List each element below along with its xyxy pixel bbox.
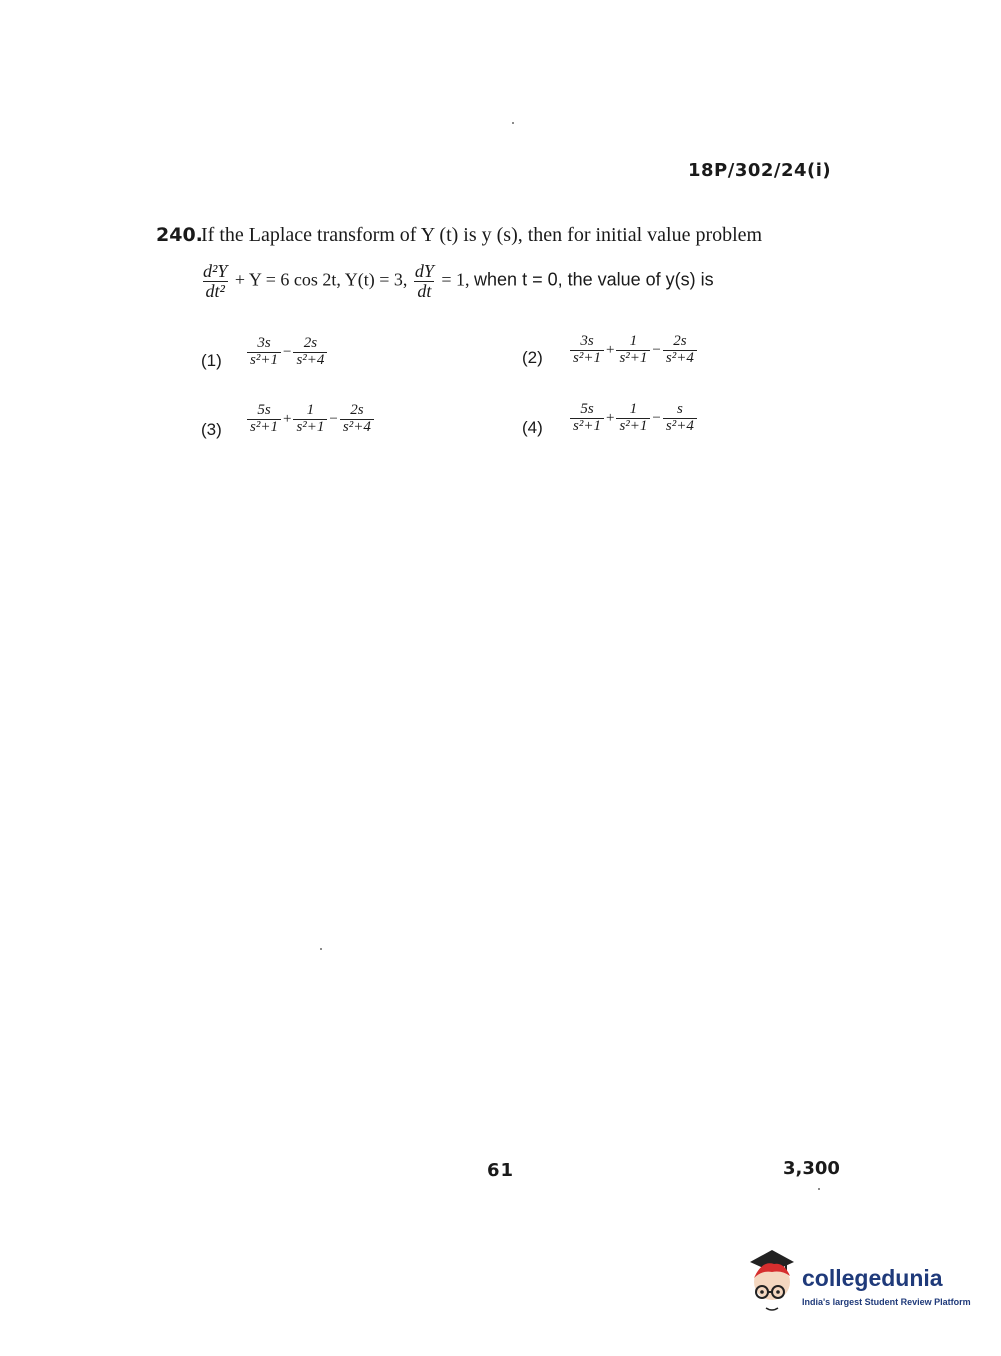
question-tail: when t = 0, the value of y(s) is	[474, 269, 714, 290]
paper-code: 18P/302/24(i)	[688, 160, 832, 181]
ode-end: = 1,	[441, 269, 470, 290]
option-4-label[interactable]: (4)	[522, 418, 543, 437]
first-derivative-fraction: $\frac{dY}{dt}$	[414, 261, 434, 301]
speck	[512, 122, 514, 124]
copy-count: 3,300	[783, 1158, 840, 1179]
speck	[818, 1188, 820, 1190]
second-derivative-fraction: $\frac{\text{d²Y}}{\text{dt²}}$	[203, 261, 228, 301]
option-3-label[interactable]: (3)	[201, 420, 222, 439]
collegedunia-mascot-icon	[742, 1248, 800, 1316]
brand-tagline: India's largest Student Review Platform	[802, 1297, 971, 1307]
ode-equation	[200, 262, 714, 301]
option-2-label[interactable]: (2)	[522, 348, 543, 367]
question-text: If the Laplace transform of Y (t) is y (s), then for initial value problem	[201, 224, 763, 246]
speck	[320, 948, 322, 950]
brand-name: collegedunia	[802, 1265, 943, 1291]
option-1-expression[interactable]: $\frac{3s}{\text{s²+1}}$ − $\frac{2s}{\text{s²+4}}$	[247, 336, 327, 369]
question-number: 240.	[156, 224, 203, 246]
ode-middle: + Y = 6 cos 2t, Y(t) = 3,	[234, 269, 408, 290]
page-number: 61	[487, 1160, 515, 1181]
option-1-label[interactable]: (1)	[201, 351, 222, 370]
option-3-expression[interactable]: $\frac{5s}{\text{s²+1}}$ + $\frac{1}{\text{s²+1}}$ − $\frac{2s}{\text{s²+4}}$	[247, 403, 374, 436]
option-4-expression[interactable]: $\frac{5s}{\text{s²+1}}$ + $\frac{1}{\text{s²+1}}$ − $\frac{s}{\text{s²+4}}$	[570, 402, 697, 435]
option-2-expression[interactable]: $\frac{3s}{\text{s²+1}}$ + $\frac{1}{\text{s²+1}}$ − $\frac{2s}{\text{s²+4}}$	[570, 334, 697, 367]
